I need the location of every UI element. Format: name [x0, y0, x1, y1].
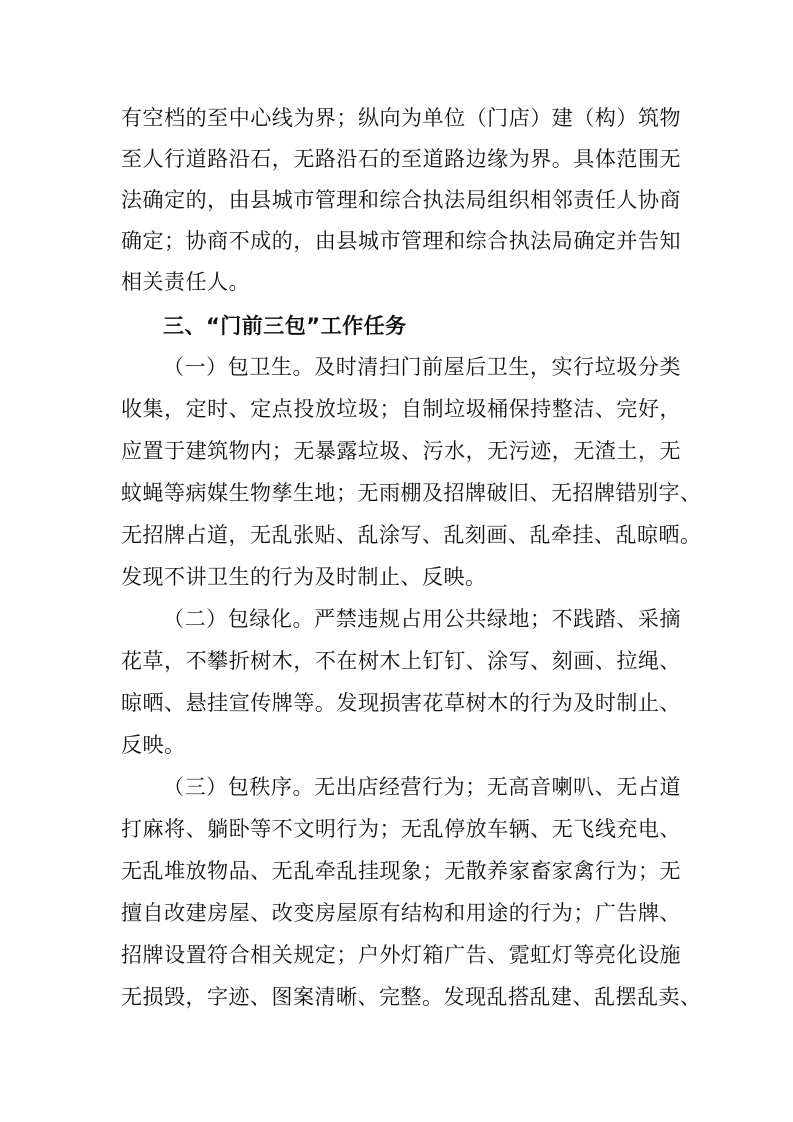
text-line: 蚊蝇等病媒生物孳生地；无雨棚及招牌破旧、无招牌错别字、	[121, 481, 702, 505]
text-line: 至人行道路沿石，无路沿石的至道路边缘为界。具体范围无	[121, 147, 681, 171]
text-line: 擅自改建房屋、改变房屋原有结构和用途的行为；广告牌、	[121, 901, 681, 925]
text-line: 无招牌占道，无乱张贴、乱涂写、乱刻画、乱牵挂、乱晾晒。	[121, 523, 702, 547]
text-line: 无损毁，字迹、图案清晰、完整。发现乱搭乱建、乱摆乱卖、	[121, 985, 702, 1009]
text-line: 晾晒、悬挂宣传牌等。发现损害花草树木的行为及时制止、	[121, 691, 681, 715]
paragraph-first-line: （二）包绿化。严禁违规占用公共绿地；不践踏、采摘	[163, 607, 681, 631]
text-line: 反映。	[121, 733, 186, 757]
text-line: 应置于建筑物内；无暴露垃圾、污水，无污迹，无渣土，无	[121, 439, 681, 463]
paragraph-first-line: （三）包秩序。无出店经营行为；无高音喇叭、无占道	[163, 775, 681, 799]
text-line: 无乱堆放物品、无乱牵乱挂现象；无散养家畜家禽行为；无	[121, 859, 681, 883]
paragraph-first-line: （一）包卫生。及时清扫门前屋后卫生，实行垃圾分类	[163, 355, 681, 379]
text-line: 花草，不攀折树木，不在树木上钉钉、涂写、刻画、拉绳、	[121, 649, 681, 673]
text-line: 招牌设置符合相关规定；户外灯箱广告、霓虹灯等亮化设施	[121, 943, 681, 967]
section-heading: 三、“门前三包”工作任务	[163, 314, 407, 338]
text-line: 打麻将、躺卧等不文明行为；无乱停放车辆、无飞线充电、	[121, 817, 681, 841]
text-line: 收集，定时、定点投放垃圾；自制垃圾桶保持整洁、完好，	[121, 397, 681, 421]
text-line: 发现不讲卫生的行为及时制止、反映。	[121, 565, 487, 589]
text-line: 有空档的至中心线为界；纵向为单位（门店）建（构）筑物	[121, 106, 681, 130]
text-line: 相关责任人。	[121, 270, 250, 294]
text-line: 法确定的，由县城市管理和综合执法局组织相邻责任人协商	[121, 188, 681, 212]
text-line: 确定；协商不成的，由县城市管理和综合执法局确定并告知	[121, 229, 681, 253]
